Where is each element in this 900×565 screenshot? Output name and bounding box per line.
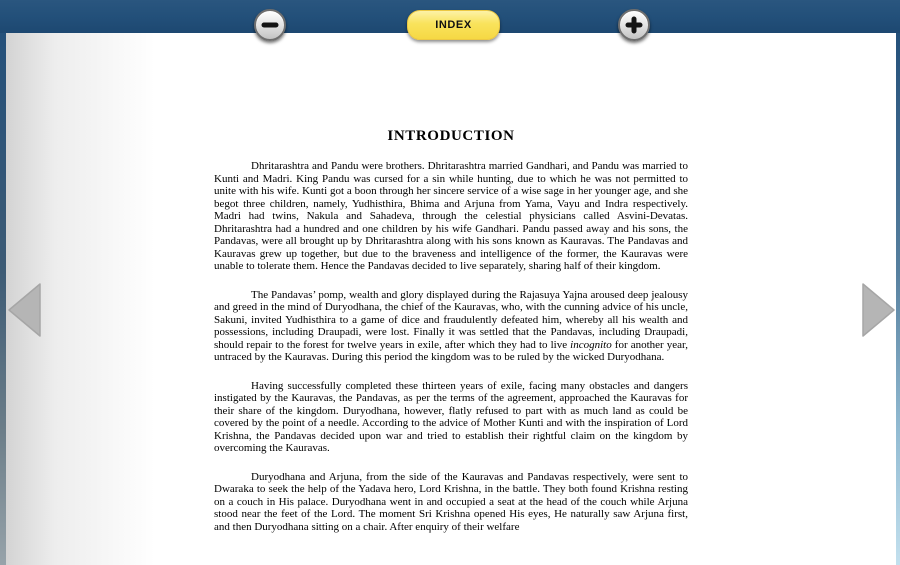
- paragraph-text: for another year, untraced by the Kauravas. During this period the kingdom was to be ruled by the wicked Duryodhana.: [214, 338, 688, 363]
- paragraph-text: Duryodhana and Arjuna, from the side of the Kauravas and Pandavas respectively, were sent to Dwaraka to seek the help of the Yadava hero, Lord Krishna, in the battle. They both found Krishna resting on a couch in His palace. Duryodhana went in and occupied a seat at the head of the couch while Arjuna stood near the feet of the Lord. The moment Sri Krishna opened His eyes, He naturally saw Arjuna first, and then Duryodhana sitting on a chair. After enquiry of their welfare: [214, 470, 688, 533]
- left-arrow-icon: [6, 281, 42, 339]
- zoom-out-button[interactable]: [254, 9, 286, 41]
- paragraph: [214, 471, 688, 534]
- paragraph-italic-text: incognito: [570, 338, 612, 351]
- index-button[interactable]: INDEX: [407, 10, 500, 40]
- paragraph: [214, 289, 688, 364]
- document-page: [0, 33, 900, 565]
- paragraph-text: Dhritarashtra and Pandu were brothers. Dhritarashtra married Gandhari, and Pandu was married to Kunti and Madri. King Pandu was cursed for a sin while hunting, due to which he was not permitted to unite with his wife. Kunti got a boon through her sincere service of a wise sage in her younger age, and she begot three children, namely, Yudhisthira, Bhima and Arjuna from Yama, Vayu and Indra respectively. Madri had twins, Nakula and Sahadeva, through the celestial physicians called Asvini-Devatas. Dhritarashtra had a hundred and one children by his wife Gandhari. Pandu passed away and his sons, the Pandavas, were all brought up by Dhritarashtra along with his sons known as Kauravas. The Pandavas and Kauravas grew up together, but due to the braveness and intelligence of the former, the Kauravas were unable to tolerate them. Hence the Pandavas decided to live separately, sharing half of their kingdom.: [214, 160, 688, 272]
- document-content: [214, 66, 688, 565]
- paragraph-text: Having successfully completed these thirteen years of exile, facing many obstacles and dangers instigated by the Kauravas, the Pandavas, as per the terms of the agreement, approached the Kauravas for their share of the kingdom. Duryodhana, however, flatly refused to part with as much land as could be covered by the point of a needle. According to the advice of Mother Kunti and with the inspiration of Lord Krishna, the Pandavas decided upon war and tried to establish their rightful claim on the kingdom by overcoming the Kauravas.: [214, 379, 688, 454]
- zoom-in-button[interactable]: [618, 9, 650, 41]
- page-title: INTRODUCTION: [387, 128, 515, 144]
- minus-icon: [262, 23, 279, 28]
- prev-page-button[interactable]: [6, 281, 42, 339]
- paragraph-text: The Pandavas’ pomp, wealth and glory displayed during the Rajasuya Yajna aroused deep jealousy and greed in the mind of Duryodhana, the chief of the Kauravas, who, with the cunning advice of his uncle, Sakuni, invited Yudhisthira to a game of dice and fraudulently defeated him, whereby all his wealth and possessions, including Draupadi, were lost. Finally it was settled that the Pandavas, including Draupadi, should repair to the forest for twelve years in exile, after which they had to live: [214, 288, 688, 351]
- next-page-button[interactable]: [861, 281, 897, 339]
- paragraph: [214, 160, 688, 273]
- paragraph: [214, 380, 688, 455]
- right-arrow-icon: [861, 281, 897, 339]
- plus-icon: [632, 17, 637, 34]
